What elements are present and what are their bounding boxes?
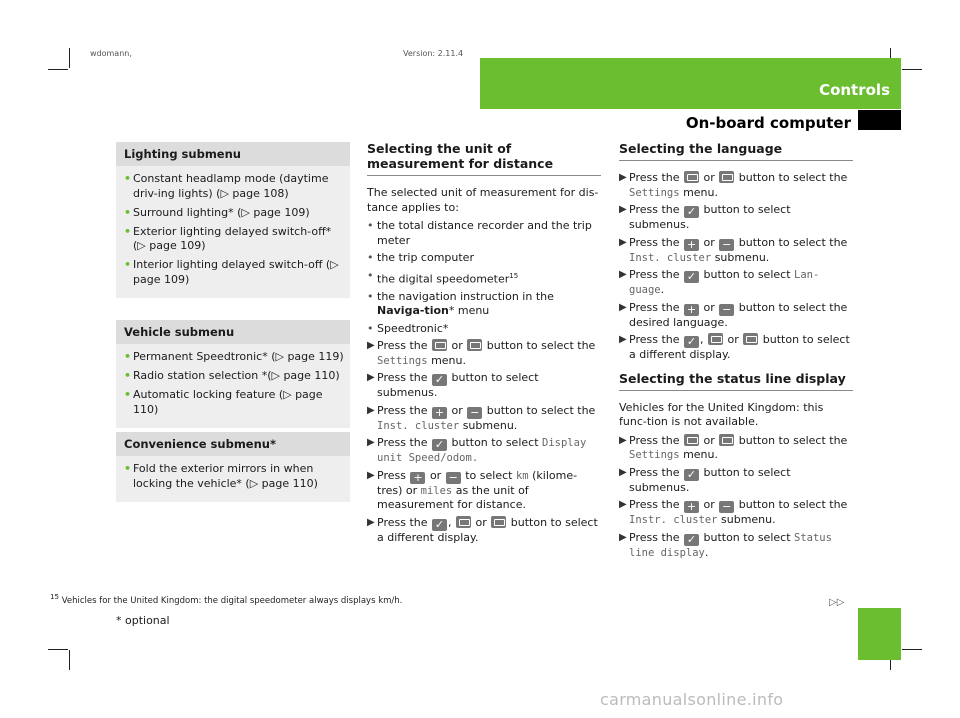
instruction-step: ▶ Press the ✓ , or button to select a different display. bbox=[367, 515, 598, 544]
check-button-icon: ✓ bbox=[684, 271, 699, 283]
list-item: • the trip computer bbox=[367, 251, 474, 264]
list-item: • Fold the exterior mirrors in when locking the vehicle* (▷ page 110) bbox=[124, 462, 318, 490]
crop-mark bbox=[69, 48, 70, 68]
check-button-icon: ✓ bbox=[432, 439, 447, 451]
display-button-icon bbox=[719, 434, 734, 446]
instruction-step: ▶ Press the + or − button to select the Inst. cluster submenu. bbox=[367, 403, 596, 432]
instruction-step: ▶ Press the ✓ button to select submenus. bbox=[367, 371, 539, 400]
divider bbox=[367, 175, 601, 176]
instruction-step: ▶ Press the ✓ button to select Status line display. bbox=[619, 530, 832, 559]
optional-note: * optional bbox=[116, 614, 170, 627]
list-item: • the digital speedometer$^{15}$ bbox=[367, 268, 519, 286]
minus-button-icon: − bbox=[719, 304, 734, 316]
minus-button-icon: − bbox=[446, 472, 461, 484]
section-heading: Selecting the unit of measurement for distance bbox=[367, 141, 554, 171]
display-button-icon bbox=[491, 516, 506, 528]
language-section bbox=[619, 141, 853, 563]
list-item: • Exterior lighting delayed switch-off* (▷ page 109) bbox=[124, 224, 332, 252]
check-button-icon: ✓ bbox=[684, 336, 699, 348]
plus-button-icon: + bbox=[410, 472, 425, 484]
instruction-step: ▶ Press + or − to select km (kilome-tres) or miles as the unit of measurement for distance. bbox=[367, 468, 578, 512]
instruction-step: ▶ Press the + or − button to select the Instr. cluster submenu. bbox=[619, 498, 848, 526]
display-button-icon bbox=[708, 333, 723, 345]
list-item: • the navigation instruction in the Naviga-tion* menu bbox=[367, 289, 554, 318]
crop-mark bbox=[902, 649, 922, 650]
display-button-icon bbox=[467, 339, 482, 351]
vehicle-submenu-box bbox=[116, 320, 350, 428]
section-heading: Selecting the status line display bbox=[619, 370, 846, 386]
instruction-step: ▶ Press the + or − button to select the desired language. bbox=[619, 300, 848, 329]
crop-mark bbox=[48, 69, 68, 70]
instruction-step: ▶ Press the ✓ , or button to select a different display. bbox=[619, 333, 850, 361]
subsection-marker bbox=[858, 110, 901, 130]
display-button-icon bbox=[456, 516, 471, 528]
page-number: 107 bbox=[826, 618, 858, 636]
box-title: Lighting submenu bbox=[116, 142, 350, 166]
paragraph: Vehicles for the United Kingdom: this func-tion is not available. bbox=[619, 400, 824, 428]
minus-button-icon: − bbox=[719, 501, 734, 513]
display-button-icon bbox=[432, 339, 447, 351]
check-button-icon: ✓ bbox=[684, 206, 699, 218]
page-number-box bbox=[858, 608, 901, 660]
plus-button-icon: + bbox=[684, 239, 699, 251]
box-title: Vehicle submenu bbox=[116, 320, 350, 344]
display-button-icon bbox=[684, 171, 699, 183]
instruction-step: ▶ Press the ✓ button to select submenus. bbox=[619, 203, 791, 231]
check-button-icon: ✓ bbox=[432, 374, 447, 386]
list-item: • Constant headlamp mode (daytime driv-ing lights) (▷ page 108) bbox=[124, 172, 329, 200]
plus-button-icon: + bbox=[684, 501, 699, 513]
section-heading: Selecting the language bbox=[619, 141, 783, 156]
crop-mark bbox=[902, 69, 922, 70]
footnote: $^{15}$ Vehicles for the United Kingdom: the digital speedometer always displays km/h. bbox=[50, 592, 403, 606]
instruction-step: ▶ Press the ✓ button to select Display unit Speed/odom. bbox=[367, 436, 587, 465]
display-button-icon bbox=[684, 434, 699, 446]
lighting-submenu-box bbox=[116, 142, 350, 298]
list-item: • Interior lighting delayed switch-off (▷ page 109) bbox=[124, 258, 339, 286]
list-item: • Automatic locking feature (▷ page 110) bbox=[124, 388, 323, 416]
instruction-step: ▶ Press the ✓ button to select submenus. bbox=[619, 465, 791, 494]
convenience-submenu-box bbox=[116, 432, 350, 502]
display-button-icon bbox=[743, 333, 758, 345]
minus-button-icon: − bbox=[467, 407, 482, 419]
instruction-step: ▶ Press the + or − button to select the Inst. cluster submenu. bbox=[619, 235, 848, 264]
watermark: carmanualsonline.info bbox=[600, 690, 784, 709]
list-item: • Speedtronic* bbox=[367, 321, 449, 335]
plus-button-icon: + bbox=[684, 304, 699, 316]
minus-button-icon: − bbox=[719, 239, 734, 251]
divider bbox=[619, 160, 853, 161]
plus-button-icon: + bbox=[432, 407, 447, 419]
section-title: Controls bbox=[819, 81, 890, 99]
list-item: • the total distance recorder and the trip meter bbox=[367, 219, 592, 247]
display-button-icon bbox=[719, 171, 734, 183]
check-button-icon: ✓ bbox=[684, 469, 699, 481]
check-button-icon: ✓ bbox=[684, 534, 699, 546]
instruction-step: ▶ Press the ✓ button to select Lan-guage. bbox=[619, 268, 820, 296]
subsection-title: On-board computer bbox=[685, 114, 851, 132]
list-item: • Permanent Speedtronic* (▷ page 119) bbox=[124, 350, 344, 363]
continue-mark: ▷▷ bbox=[829, 597, 845, 608]
crop-mark bbox=[48, 649, 68, 650]
list-item: • Radio station selection *(▷ page 110) bbox=[124, 369, 340, 382]
instruction-step: ▶ Press the or button to select the Settings menu. bbox=[367, 339, 596, 367]
unit-measurement-section bbox=[367, 141, 601, 548]
list-item: • Surround lighting* (▷ page 109) bbox=[124, 205, 310, 219]
instruction-step: ▶ Press the or button to select the Settings menu. bbox=[619, 171, 848, 199]
paragraph: The selected unit of measurement for dis-tance applies to: bbox=[367, 186, 599, 214]
instruction-step: ▶ Press the or button to select the Settings menu. bbox=[619, 433, 848, 461]
crop-mark bbox=[69, 650, 70, 670]
printmark-version: Version: 2.11.4 bbox=[403, 49, 464, 58]
box-title: Convenience submenu* bbox=[116, 432, 350, 456]
printmark-author: wdomann, bbox=[90, 49, 132, 58]
divider bbox=[619, 390, 853, 391]
check-button-icon: ✓ bbox=[432, 519, 447, 531]
